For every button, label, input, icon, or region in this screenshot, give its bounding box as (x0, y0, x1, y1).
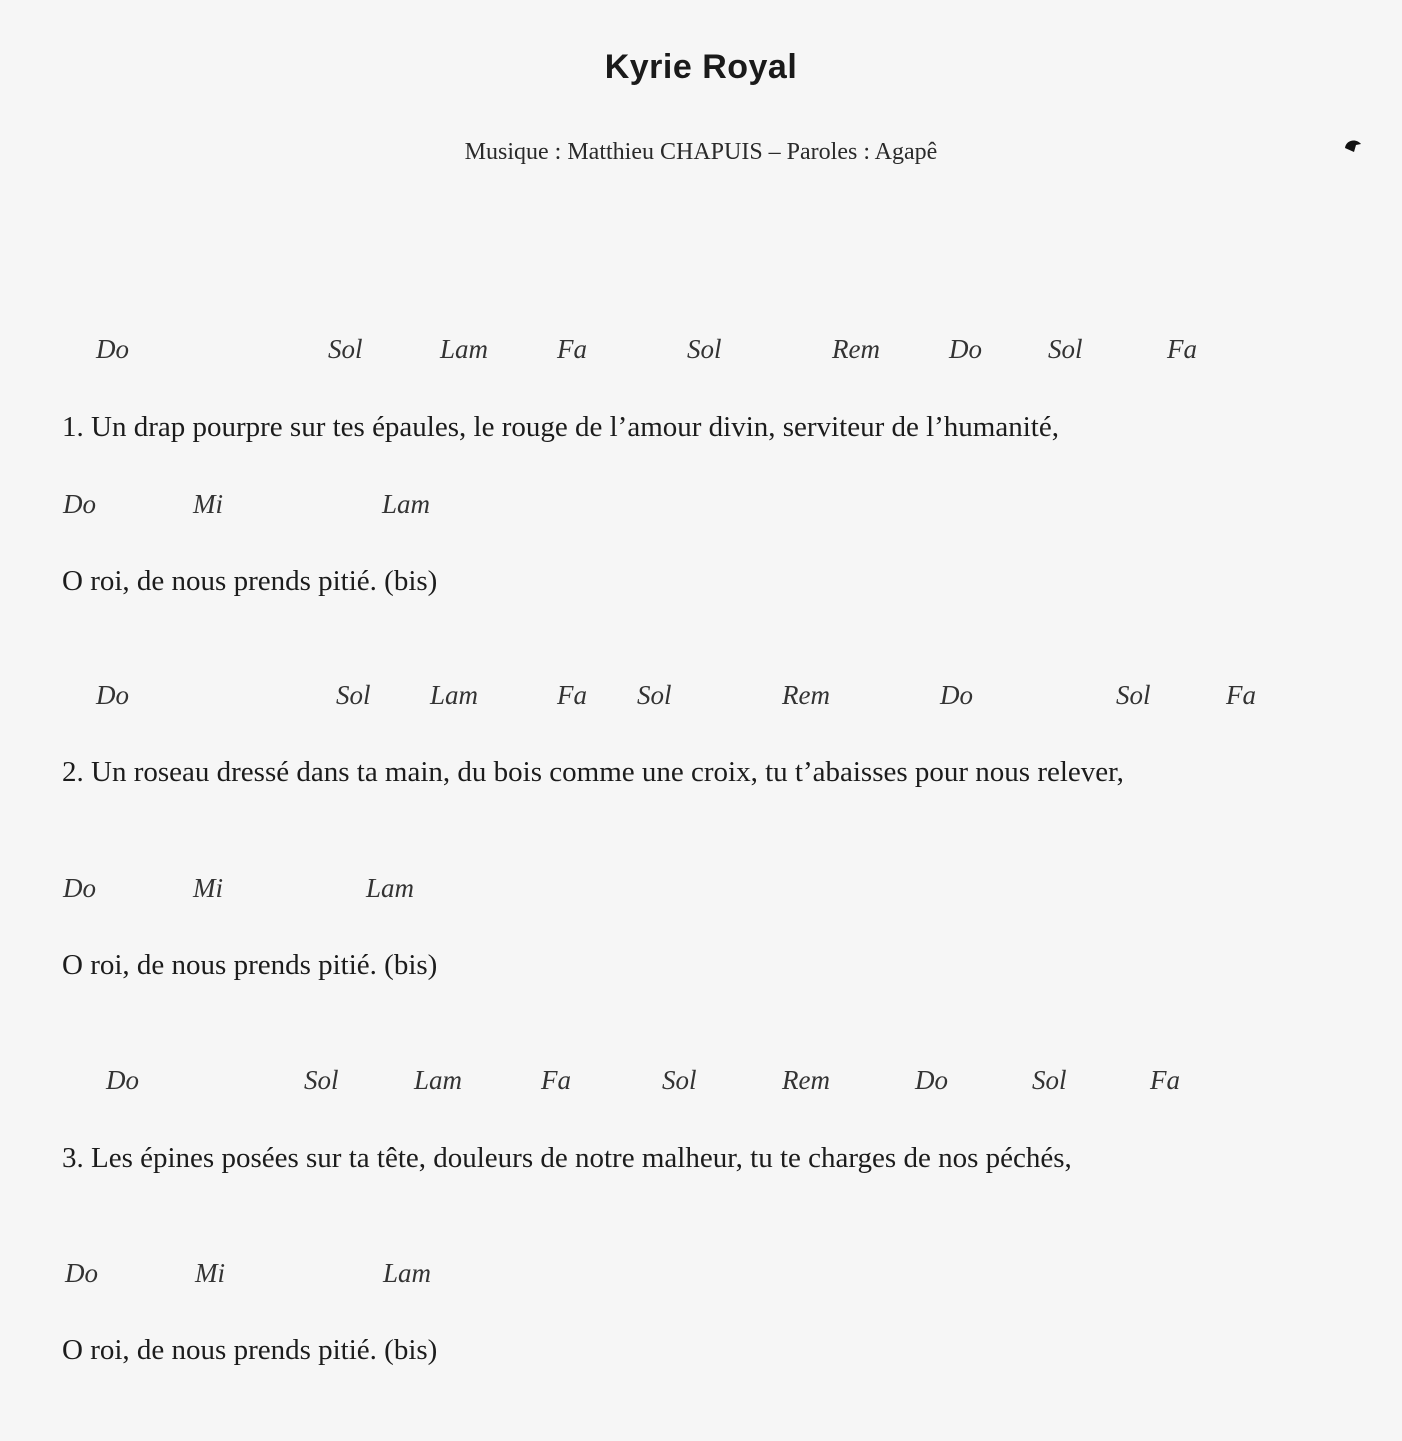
chord: Sol (637, 680, 672, 710)
chord: Do (63, 873, 96, 903)
ink-mark-icon (1342, 136, 1364, 156)
chord: Fa (541, 1065, 571, 1095)
chord: Mi (195, 1258, 225, 1288)
chord: Lam (366, 873, 415, 903)
chord: Sol (304, 1065, 339, 1095)
chord: Lam (383, 1258, 432, 1288)
chord: Sol (1032, 1065, 1067, 1095)
chord: Lam (430, 680, 479, 710)
chord: Fa (557, 680, 587, 710)
refrain-line: O roi, de nous prends pitié. (bis) (62, 949, 438, 981)
chord: Do (96, 334, 129, 364)
chord: Do (65, 1258, 98, 1288)
chord: Rem (832, 334, 880, 364)
chord: Fa (1226, 680, 1256, 710)
chord: Mi (193, 489, 223, 519)
chord: Fa (557, 334, 587, 364)
chord: Lam (440, 334, 489, 364)
verse-line: 2. Un roseau dressé dans ta main, du bois comme une croix, tu t’abaisses pour nous relever, (62, 756, 1124, 788)
chord: Sol (1116, 680, 1151, 710)
chord: Fa (1167, 334, 1197, 364)
chord: Lam (382, 489, 431, 519)
chord: Do (96, 680, 129, 710)
chord: Mi (193, 873, 223, 903)
refrain-line: O roi, de nous prends pitié. (bis) (62, 565, 438, 597)
refrain-line: O roi, de nous prends pitié. (bis) (62, 1334, 438, 1366)
chord: Do (63, 489, 96, 519)
chord: Rem (782, 1065, 830, 1095)
chord: Sol (662, 1065, 697, 1095)
verse-line: 3. Les épines posées sur ta tête, douleurs de notre malheur, tu te charges de nos péchés, (62, 1142, 1072, 1174)
verse-line: 1. Un drap pourpre sur tes épaules, le rouge de l’amour divin, serviteur de l’humanité, (62, 411, 1059, 443)
chord: Do (940, 680, 973, 710)
chord: Fa (1150, 1065, 1180, 1095)
chord: Rem (782, 680, 830, 710)
chord: Do (949, 334, 982, 364)
chord: Do (106, 1065, 139, 1095)
chord: Sol (1048, 334, 1083, 364)
chord: Sol (687, 334, 722, 364)
chord: Do (915, 1065, 948, 1095)
chord: Sol (336, 680, 371, 710)
song-title: Kyrie Royal (604, 48, 798, 86)
song-credits: Musique : Matthieu CHAPUIS – Paroles : Agapê (464, 139, 938, 165)
chord: Lam (414, 1065, 463, 1095)
chord: Sol (328, 334, 363, 364)
